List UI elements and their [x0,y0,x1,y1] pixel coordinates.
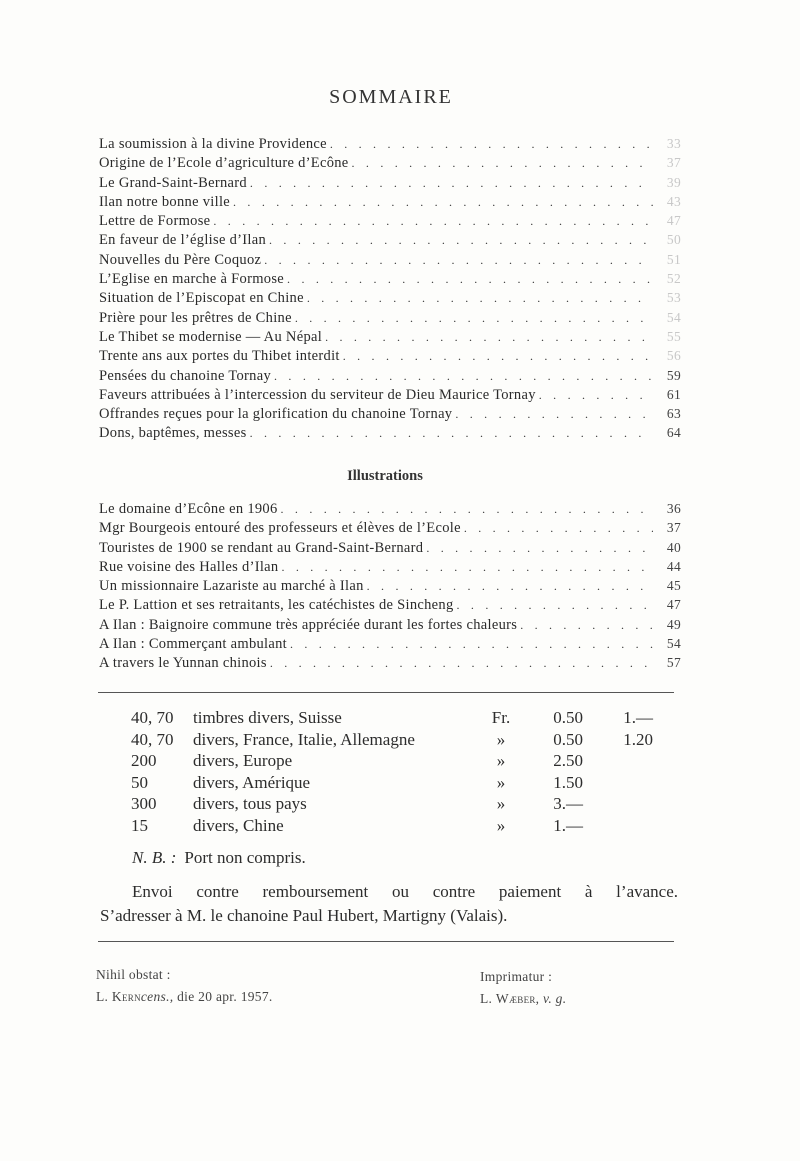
stamp-quantity: 15 [131,815,148,835]
dot-leader [287,270,653,288]
toc-entry-page: 54 [666,309,681,325]
toc-entry-page: 47 [666,213,681,229]
illustration-entry-page: 54 [666,636,681,652]
illustration-entry [99,576,681,595]
toc-entry [99,366,681,385]
toc-entry [99,346,681,365]
toc-entry [99,250,681,269]
dot-leader [325,328,653,346]
stamp-row [131,772,671,794]
dot-leader [270,654,653,672]
note-label: N. B. : [132,848,177,867]
illustration-entry-title: A travers le Yunnan chinois [99,655,267,672]
illustration-entry-page: 49 [666,616,681,632]
illustration-entry-title: Un missionnaire Lazariste au marché à Ilan [99,578,364,595]
stamp-price-2 [583,772,653,794]
stamp-price-2 [583,815,653,837]
dot-leader [213,212,653,230]
illustration-entry [99,615,681,634]
stamp-description: divers, tous pays [193,794,307,813]
divider-bottom [98,941,674,942]
stamp-quantity: 40, 70 [131,729,174,749]
dot-leader [464,519,653,537]
dot-leader [539,386,653,404]
illustration-entry-title: Touristes de 1900 se rendant au Grand-Saint-Bernard [99,539,424,556]
shipping-line-1: Envoi contre remboursement ou contre paiement à l’avance. [132,882,678,901]
stamp-currency: » [496,794,506,813]
stamp-price-1: 0.50 [553,729,583,749]
illustration-entry-page: 57 [666,655,681,671]
note-text: Port non compris. [184,848,306,867]
illustration-entry-page: 47 [666,597,681,613]
toc-entry-title: Pensées du chanoine Tornay [99,367,272,384]
toc-entry [99,153,681,172]
toc-entry-page: 52 [666,271,681,287]
toc-entry [99,230,681,249]
nihil-obstat-label: Nihil obstat : [96,967,171,982]
toc-entry [99,134,681,153]
dot-leader [274,367,653,385]
stamp-row [131,750,671,772]
illustration-entry-title: Rue voisine des Halles d’Ilan [99,558,279,575]
stamp-currency: Fr. [491,708,511,727]
illustrations-list [99,499,681,673]
toc-entry-title: L’Eglise en marche à Formose [99,271,285,288]
toc-entry-title: Le Thibet se modernise — Au Népal [99,328,323,345]
censor-name: Kern [111,989,141,1004]
toc-entry-title: Origine de l’Ecole d’agriculture d’Ecône [99,155,349,172]
dot-leader [269,231,653,249]
censor-date: die 20 apr. 1957. [177,989,273,1004]
censor-initial: L. [96,989,109,1004]
stamp-currency: » [496,751,506,770]
vicar-initial: L. [480,991,493,1006]
illustration-entry [99,499,681,518]
stamp-price-1: 0.50 [553,708,583,727]
toc-entry-title: Dons, baptêmes, messes [99,425,247,442]
illustrations-heading: Illustrations [347,468,423,484]
toc-entry-title: Situation de l’Episcopat en Chine [99,290,304,307]
stamp-quantity: 300 [131,794,157,813]
toc-entry-title: Faveurs attribuées à l’intercession du serviteur de Dieu Maurice Tornay [99,386,536,403]
dot-leader [343,347,653,365]
toc-entry-page: 63 [666,406,681,422]
imprimatur-label: Imprimatur : [480,969,553,984]
stamp-row [131,815,671,837]
stamp-description: divers, Europe [193,751,293,770]
illustration-entry [99,595,681,614]
divider-top [98,692,674,693]
toc-entry-title: La soumission à la divine Providence [99,136,327,152]
stamp-description: divers, Chine [193,815,284,835]
toc-entry [99,308,681,327]
illustration-entry-page: 36 [666,501,681,516]
imprimatur [480,966,566,1010]
toc-entry-page: 51 [666,251,681,267]
dot-leader [264,251,653,269]
dot-leader [250,174,653,192]
toc-entry [99,404,681,423]
stamp-price-list [131,707,671,836]
stamp-price-1: 3.— [553,794,583,813]
illustration-entry-title: A Ilan : Commerçant ambulant [99,636,287,653]
stamp-price-2 [583,750,653,772]
imprimatur-signature [480,988,566,1010]
dot-leader [455,405,653,423]
page-title: SOMMAIRE [329,86,453,108]
toc-entry-title: Nouvelles du Père Coquoz [99,251,262,268]
toc-entry-page: 39 [666,174,681,190]
toc-entry-page: 55 [666,328,681,344]
illustration-entry-page: 44 [666,558,681,574]
illustration-entry-title: Le P. Lattion et ses retraitants, les catéchistes de Sincheng [99,597,454,614]
dot-leader [520,616,653,634]
toc-entry-title: Le Grand-Saint-Bernard [99,174,247,191]
stamp-price-2: 1.20 [623,729,653,749]
dot-leader [281,558,653,576]
illustration-entry-title: Le domaine d’Ecône en 1906 [99,501,278,517]
toc-entry [99,423,681,442]
toc-entry [99,173,681,192]
censor-role: cens., [140,989,174,1004]
vicar-role: v. g. [543,991,567,1006]
stamp-description: divers, Amérique [193,772,311,792]
dot-leader [233,193,653,211]
dot-leader [426,539,653,557]
nihil-obstat-signature [96,986,273,1008]
table-of-contents [99,134,681,443]
toc-entry [99,327,681,346]
toc-entry-title: Prière pour les prêtres de Chine [99,309,292,326]
illustration-entry-title: A Ilan : Baignoire commune très appréciée durant les fortes chaleurs [99,616,518,633]
toc-entry [99,288,681,307]
stamp-currency: » [496,772,506,792]
illustration-entry [99,634,681,653]
dot-leader [330,135,653,153]
stamp-currency: » [496,729,506,749]
illustration-entry-title: Mgr Bourgeois entouré des professeurs et élèves de l’Ecole [99,520,461,537]
stamp-price-1: 2.50 [553,751,583,770]
toc-entry-page: 50 [666,232,681,248]
stamp-price-1: 1.— [553,815,583,835]
toc-entry-page: 33 [666,136,681,151]
stamp-price-2: 1.— [623,708,653,727]
toc-entry [99,385,681,404]
illustration-entry [99,518,681,537]
stamp-row [131,707,671,729]
toc-entry [99,192,681,211]
toc-entry-page: 59 [666,367,681,383]
toc-entry [99,211,681,230]
stamp-description: divers, France, Italie, Allemagne [193,729,415,749]
shipping-line-2: S’adresser à M. le chanoine Paul Hubert, Martigny (Valais). [100,906,508,925]
stamp-row [131,729,671,751]
dot-leader [367,577,653,595]
dot-leader [457,596,653,614]
toc-entry-title: Ilan notre bonne ville [99,193,231,210]
illustration-entry [99,653,681,672]
vicar-name: Wæber, [495,991,540,1006]
toc-entry-page: 61 [666,386,681,402]
toc-entry [99,269,681,288]
stamp-currency: » [496,815,506,835]
toc-entry-title: Lettre de Formose [99,213,211,230]
illustration-entry-page: 37 [666,520,681,536]
illustration-entry [99,557,681,576]
illustration-entry-page: 40 [666,539,681,555]
dot-leader [307,289,653,307]
dot-leader [295,309,653,327]
nihil-obstat [96,964,273,1008]
stamp-price-2 [583,793,653,815]
shipping-info [100,880,678,928]
toc-entry-title: Offrandes reçues pour la glorification du chanoine Tornay [99,406,453,423]
stamp-quantity: 200 [131,751,157,770]
dot-leader [352,154,653,172]
dot-leader [281,500,653,518]
stamp-row [131,793,671,815]
toc-entry-page: 64 [666,425,681,441]
illustration-entry-page: 45 [666,578,681,594]
illustration-entry [99,538,681,557]
toc-entry-page: 43 [666,193,681,209]
stamp-quantity: 50 [131,772,148,792]
toc-entry-page: 37 [666,155,681,171]
toc-entry-title: En faveur de l’église d’Ilan [99,232,267,249]
note [132,848,306,868]
stamp-price-1: 1.50 [553,772,583,792]
dot-leader [250,424,653,442]
stamp-description: timbres divers, Suisse [193,708,342,727]
dot-leader [290,635,653,653]
toc-entry-title: Trente ans aux portes du Thibet interdit [99,348,340,365]
stamp-quantity: 40, 70 [131,708,174,727]
toc-entry-page: 56 [666,348,681,364]
toc-entry-page: 53 [666,290,681,306]
